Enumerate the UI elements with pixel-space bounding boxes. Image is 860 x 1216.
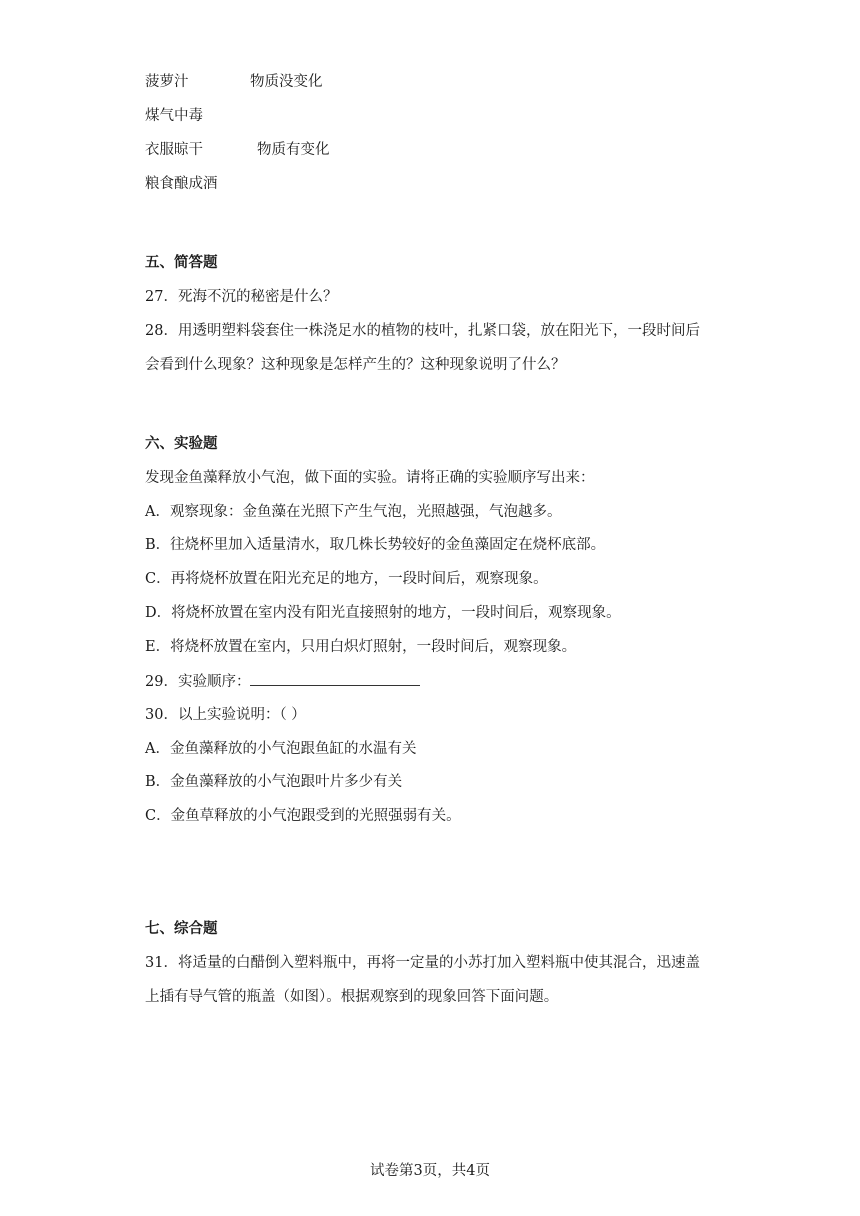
answer-blank[interactable]	[250, 671, 420, 686]
question-30: 30．以上实验说明：（ ）	[145, 707, 306, 723]
option-b: B．金鱼藻释放的小气泡跟叶片多少有关	[145, 774, 403, 790]
match-left-item-4: 粮食酿成酒	[145, 176, 218, 192]
question-29	[145, 671, 420, 692]
section-heading-7: 七、综合题	[145, 920, 218, 937]
question-31-line-2: 上插有导气管的瓶盖（如图）。根据观察到的现象回答下面问题。	[145, 989, 559, 1005]
section-heading-6: 六、实验题	[145, 435, 218, 452]
experiment-step-c: C．再将烧杯放置在阳光充足的地方，一段时间后，观察现象。	[145, 571, 548, 587]
match-left-item-2: 煤气中毒	[145, 108, 203, 124]
experiment-intro: 发现金鱼藻释放小气泡，做下面的实验。请将正确的实验顺序写出来：	[145, 470, 595, 486]
page-footer: 试卷第3页，共4页	[370, 1163, 490, 1179]
experiment-step-a: A．观察现象：金鱼藻在光照下产生气泡，光照越强，气泡越多。	[145, 504, 562, 520]
match-left-item-1: 菠萝汁	[145, 74, 189, 90]
match-right-item-2: 物质有变化	[257, 142, 330, 158]
option-a: A．金鱼藻释放的小气泡跟鱼缸的水温有关	[145, 741, 417, 757]
question-29-label: 29．实验顺序：	[145, 674, 251, 690]
experiment-step-d: D．将烧杯放置在室内没有阳光直接照射的地方，一段时间后，观察现象。	[145, 605, 621, 621]
option-c: C．金鱼草释放的小气泡跟受到的光照强弱有关。	[145, 808, 461, 824]
question-28-line-2: 会看到什么现象？这种现象是怎样产生的？这种现象说明了什么？	[145, 357, 566, 373]
question-31-line-1: 31．将适量的白醋倒入塑料瓶中，再将一定量的小苏打加入塑料瓶中使其混合，迅速盖	[145, 955, 700, 971]
match-right-item-1: 物质没变化	[250, 74, 323, 90]
match-left-item-3: 衣服晾干	[145, 142, 203, 158]
section-heading-5: 五、简答题	[145, 254, 218, 271]
experiment-step-b: B．往烧杯里加入适量清水，取几株长势较好的金鱼藻固定在烧杯底部。	[145, 537, 606, 553]
experiment-step-e: E．将烧杯放置在室内，只用白炽灯照射，一段时间后，观察现象。	[145, 639, 577, 655]
question-27: 27．死海不沉的秘密是什么？	[145, 289, 338, 305]
question-28-line-1: 28．用透明塑料袋套住一株浇足水的植物的枝叶，扎紧口袋，放在阳光下，一段时间后	[145, 323, 700, 339]
